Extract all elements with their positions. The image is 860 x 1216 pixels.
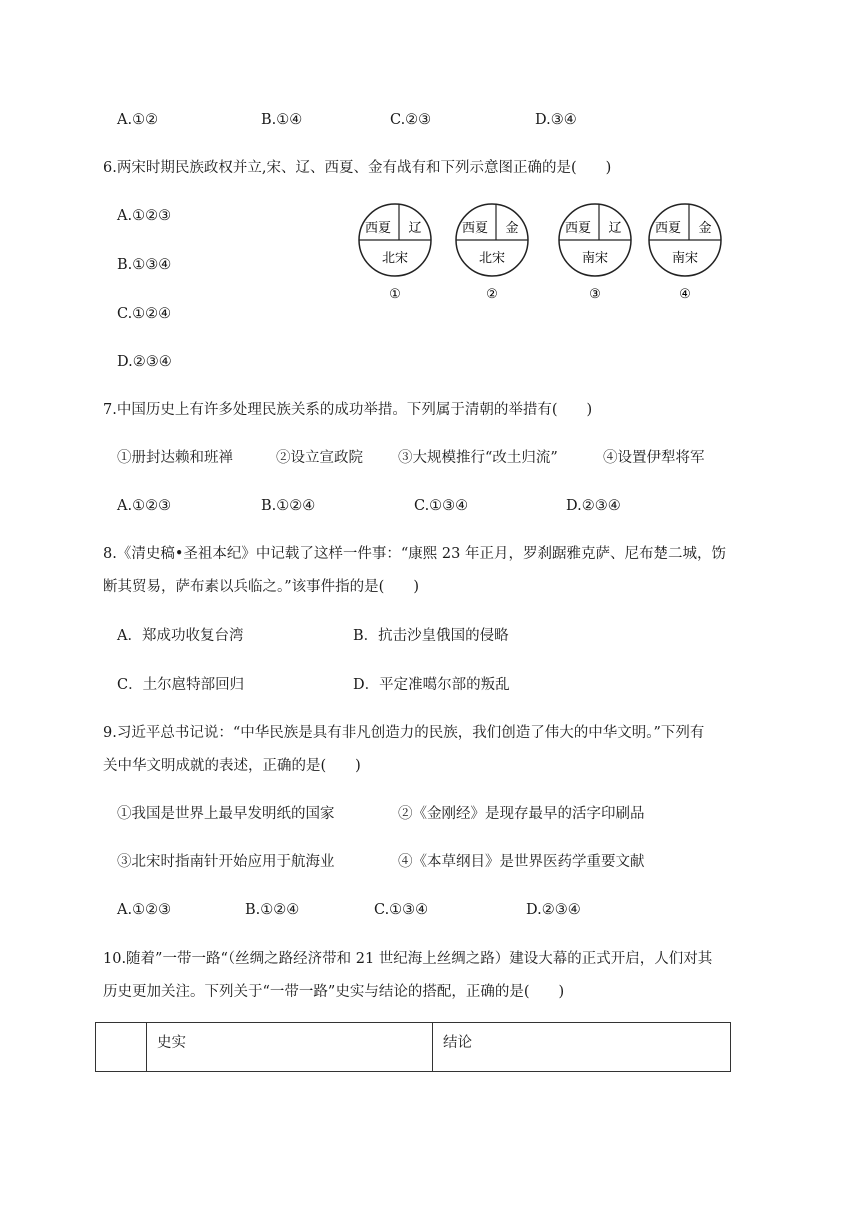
q7-stem: 7.中国历史上有许多处理民族关系的成功举措。下列属于清朝的举措有( ) [103, 402, 593, 418]
q6-stem: 6.两宋时期民族政权并立,宋、辽、西夏、金有战有和下列示意图正确的是( ) [103, 160, 612, 176]
q6-d3-right: 辽 [608, 221, 622, 236]
q6-diagram-3 [559, 204, 631, 302]
q6-d3-bottom: 南宋 [581, 251, 609, 266]
q8-option-d: D．平定准噶尔部的叛乱 [353, 677, 510, 693]
q6-d1-right: 辽 [408, 221, 422, 236]
q6-diagram-2 [456, 204, 528, 302]
q9-option-a: A.①②③ [117, 902, 172, 918]
q9-item-1: ①我国是世界上最早发明纸的国家 [117, 806, 335, 822]
q6-diagram-group [355, 200, 735, 310]
q5-option-c: C.②③ [390, 112, 432, 128]
q10-table-header-conclusion: 结论 [433, 1023, 731, 1072]
q7-item-4: ④设置伊犁将军 [603, 450, 705, 466]
q8-option-a: A．郑成功收复台湾 [117, 628, 244, 644]
q9-item-4: ④《本草纲目》是世界医药学重要文献 [398, 854, 645, 870]
q6-d3-num: ③ [589, 287, 601, 302]
q6-d1-left: 西夏 [364, 221, 392, 236]
q6-d1-bottom: 北宋 [381, 251, 409, 266]
q5-option-d: D.③④ [535, 112, 577, 128]
table-row [96, 1023, 731, 1072]
q6-d2-bottom: 北宋 [478, 251, 506, 266]
q9-item-3: ③北宋时指南针开始应用于航海业 [117, 854, 335, 870]
q7-item-1: ①册封达赖和班禅 [117, 450, 233, 466]
q7-item-3: ③大规模推行“改土归流” [398, 450, 558, 466]
q7-option-c: C.①③④ [414, 498, 469, 514]
q6-d2-right: 金 [505, 221, 519, 236]
q6-option-d: D.②③④ [117, 354, 172, 370]
q6-option-c: C.①②④ [117, 306, 172, 322]
q10-table [95, 1022, 731, 1072]
q9-option-d: D.②③④ [526, 902, 581, 918]
q7-option-d: D.②③④ [566, 498, 621, 514]
q8-stem-line2: 断其贸易，萨布素以兵临之。”该事件指的是( ) [103, 579, 419, 595]
q9-stem-line2: 关中华文明成就的表述，正确的是( ) [103, 758, 361, 774]
q6-d4-right: 金 [698, 221, 712, 236]
q5-option-a: A.①② [117, 112, 159, 128]
q6-d4-bottom: 南宋 [671, 251, 699, 266]
q6-option-b: B.①③④ [117, 257, 172, 273]
q9-item-2: ②《金刚经》是现存最早的活字印刷品 [398, 806, 645, 822]
q9-option-c: C.①③④ [374, 902, 429, 918]
q6-d3-left: 西夏 [564, 221, 592, 236]
q8-option-b: B．抗击沙皇俄国的侵略 [353, 628, 509, 644]
q10-table-header-blank [96, 1023, 147, 1072]
q6-diagram-4 [649, 204, 721, 302]
q6-d1-num: ① [389, 287, 401, 302]
q6-d2-left: 西夏 [461, 221, 489, 236]
q6-diagram-1 [359, 204, 431, 302]
q8-stem-line1: 8.《清史稿•圣祖本纪》中记载了这样一件事：“康熙 23 年正月，罗刹踞雅克萨、尼布楚二城，饬 [103, 546, 726, 562]
q10-table-header-fact: 史实 [147, 1023, 433, 1072]
q7-option-a: A.①②③ [117, 498, 172, 514]
q8-option-c: C．土尔扈特部回归 [117, 677, 245, 693]
q6-d4-num: ④ [679, 287, 691, 302]
q9-option-b: B.①②④ [245, 902, 300, 918]
q6-option-a: A.①②③ [117, 208, 172, 224]
q10-stem-line2: 历史更加关注。下列关于“一带一路”史实与结论的搭配，正确的是( ) [103, 984, 565, 1000]
q10-stem-line1: 10.随着”一带一路“（丝绸之路经济带和 21 世纪海上丝绸之路）建设大幕的正式开启，人们对其 [103, 951, 713, 967]
q5-option-b: B.①④ [261, 112, 303, 128]
q7-option-b: B.①②④ [261, 498, 316, 514]
q6-d2-num: ② [486, 287, 498, 302]
q9-stem-line1: 9.习近平总书记说：“中华民族是具有非凡创造力的民族，我们创造了伟大的中华文明。”下列有 [103, 725, 705, 741]
q7-item-2: ②设立宣政院 [276, 450, 363, 466]
q6-d4-left: 西夏 [654, 221, 682, 236]
